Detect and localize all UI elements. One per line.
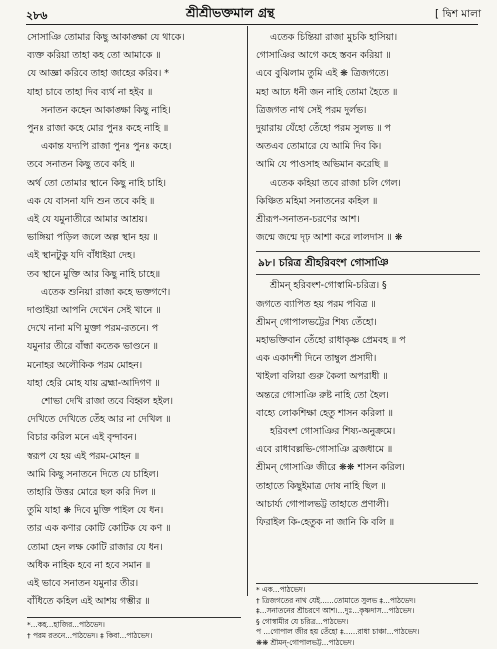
page-header (26, 5, 481, 23)
verse-line: একান্ত যদ্যপি রাজা পুনঃ পুনঃ কহে। (41, 141, 172, 153)
verse-line: অর্থ তো তোমার স্থানে কিছু নাহি চাহি। (27, 177, 166, 189)
chapter-heading: ৯৮। চরিত্র শ্রীহরিবংশ গোসাঞি (256, 251, 480, 275)
verse-line: বাঁধিতে কহিল এই আশয় গম্ভীর ॥ (27, 596, 150, 608)
verse-line: অন্তরে গোসাঞি রুষ্ট নাহি তো হৈল। (256, 389, 389, 401)
verse-line: এই স্থানটুকু যদি বাঁধাইয়া দেহ। (27, 250, 136, 262)
section-label: [ দ্বিশ মালা (435, 8, 481, 20)
verse-line: জগতে ব্যাপিত হয় পরম পবিত্র ॥ (256, 298, 376, 310)
footnote: ❋❋ শ্রীমন্-গোপালভট্ট...পাঠভেদ। (256, 637, 355, 647)
verse-line: শ্রীমন্ গোপালভট্টের শিষ্য তেঁহো। (256, 316, 377, 328)
verse-line: খাইলা বলিয়া গুরু কৈলা অপরাধী ॥ (256, 371, 388, 383)
verse-line: দুয়ারায় যেঁহো তেঁহো পরম সুলভ ॥ প (256, 123, 391, 135)
verse-line: এতেক কহিয়া তবে রাজা চলি গেল। (270, 177, 401, 189)
verse-line: দেখে নানা মণি মুক্তা পরম-রতনে। প (27, 323, 159, 335)
footnote: § গোস্বামীর যে চরিত্র...পাঠভেদ। (256, 616, 349, 626)
book-title: শ্রীশ্রীভক্তমাল গ্রন্থ (186, 5, 275, 20)
verse-line: দাণ্ডাইয়া আপনি দেখেন সেই খানে ॥ (27, 305, 161, 317)
left-column (27, 29, 243, 612)
verse-line: মহাভক্তিবান তেঁহো রাধাকৃষ্ণ প্রেমবহ ॥ প (256, 335, 406, 347)
verse-line: হরিবংশ গোসাঞির শিষ্য-অনুক্রমে। (270, 426, 396, 438)
footnote: প ...গোপাল জীর হয় তেঁহো ‡......রাধা চাঞ্চা...পাঠভেদ। (256, 627, 420, 637)
verse-line: কিঞ্চিত মহিমা সনাতনের কহিল ॥ (256, 195, 378, 207)
verse-line: এতেক চিন্তিয়া রাজা মুচকি হাসিয়া। (270, 32, 398, 43)
verse-line: ফিরাইল কি-হেতুক না জানি কি বলি ॥ (256, 517, 395, 529)
footnote: † পরম রতনে...পাঠভেদ। ‡ কিবা...পাঠভেদ। (27, 630, 153, 640)
verse-line: তোমা হেন লক্ষ কোটি রাজার যে ধন। (27, 541, 163, 553)
verse-line: মহা আঢ্য ধনী জন নাহি তোমা হৈতে ॥ (256, 86, 398, 98)
verse-line: যাহা চাবে তাহা দিব ব্যর্থ না হইব ॥ (27, 86, 153, 98)
verse-line: শ্রীমন্ হরিবংশ-গোস্বামি-চরিত্র। § (270, 280, 387, 292)
footnote: *...কহ...হাজির...পাঠভেদ। (27, 620, 105, 629)
verse-line: সোসাঞি তোমার কিছু আকাঙ্ক্ষা যে থাকে। (27, 32, 185, 43)
verse-line: পুনঃ রাজা কহে মোর পুনঃ কহে নাহি ॥ (27, 123, 169, 135)
verse-line: এবে বুঝিলাম তুমি এই ❋ ত্রিজগতে। (256, 68, 389, 80)
footnote: † ত্রিজগতের নাথ যেই......তোমাতে সুলভ ‡...পাঠভেদ। (256, 595, 416, 605)
page-number: ২৮৬ (26, 9, 48, 22)
verse-line: যমুনার তীরে বাঁন্ধা কতেক ভাণ্ডনে ॥ (27, 341, 158, 353)
footnotes-left (27, 620, 243, 641)
footnote-rule-left (27, 617, 241, 618)
verse-line: তাহাতে কিছুইমাত্র দোষ নাহি ছিল ॥ (256, 480, 386, 492)
footnote: * এক...পাঠভেদ। (256, 585, 306, 594)
verse-line: এই ভাবে সনাতন যমুনার তীর। (27, 578, 139, 590)
verse-line: এবে রাধাবল্লভি-গোসাঞি ব্রজধামে ॥ (256, 444, 393, 456)
verse-line: তাহারি উত্তর মোরে ছল করি দিল ॥ (27, 487, 156, 499)
verse-line: শোভা দেখি রাজা তবে বিহ্বল হইল। (41, 396, 173, 408)
verse-line: আচার্য্য গোপালভট্ট তাহাতে প্রণালী। (256, 498, 389, 510)
footnote-rule-right (256, 583, 478, 584)
verse-line: তার এক কণার কোটি কোটিক যে কণ ॥ (27, 523, 171, 535)
right-column (256, 29, 480, 532)
verse-line: স্বরূপ যে হয় এই পরম-মোহন ॥ (27, 450, 140, 462)
verse-line: আমি কিছু সনাতনে দিতে যে চাহিল। (27, 468, 159, 480)
header-rule (26, 24, 478, 25)
verse-line: মনোহর অলৌকিক পরম মোহন। (27, 359, 143, 371)
verse-line: যে আজ্ঞা করিবে তাহা জাহের করিব। * (27, 68, 169, 80)
verse-line: ত্রিজগত নাথ সেই পরম দুর্লভ। (256, 104, 367, 116)
verse-line: এক যে বাসনা যদি শুন তবে কহি ॥ (27, 195, 155, 207)
verse-line: বিচার করিল মনে এই বৃন্দাবন। (27, 432, 137, 444)
verse-line: ব্যক্ত করিয়া তাহা কহ তো আমাকে ॥ (27, 50, 161, 62)
verse-line: গোসাঞির আগে কহে স্তবন করিয়া ॥ (256, 50, 391, 62)
verse-line: জন্মে জন্মে দৃঢ় আশা করে লালদাস ॥ ❋ (256, 232, 403, 244)
verse-line: তব স্থানে মুক্তি আর কিছু নাহি চাহে॥ (27, 268, 161, 280)
verse-line: তবে সনাতন কিছু তবে কহি ॥ (27, 159, 135, 171)
verse-line: সনাতন কহেন আকাঙ্ক্ষা কিছু নাহি। (41, 104, 171, 116)
verse-line: অধিক নাহিক হবে না হবে সমান ॥ (27, 559, 151, 571)
verse-line: এক একাদশী দিনে তাম্বুল প্রসাদী। (256, 353, 377, 365)
footnotes-right (256, 585, 480, 649)
verse-line: দেখিতে দেখিতে তেঁহ আর না দেখিল ॥ (27, 414, 171, 426)
verse-line: যাহা হেরি মোহ যায় ব্রহ্মা-আদিগণ ॥ (27, 377, 160, 389)
verse-line: এই যে যমুনাতীরে আমার আশ্রয়। (27, 214, 148, 226)
verse-line: শ্রীমন্ গোসাঞি জীরে ❋❋ শাসন করিল। (256, 462, 405, 474)
column-divider (247, 26, 248, 596)
verse-line: বাহ্যে লোকশিক্ষা হেতু শাসন করিলা ॥ (256, 407, 393, 419)
verse-line: তুমি যাহা ❋ দিবে মুক্তি পাইল যে ধন। (27, 505, 164, 517)
verse-line: আমি যে পাওসাহ অভিমান করেছি ॥ (256, 159, 389, 171)
verse-line: এতেক শুনিয়া রাজা কহে ভক্তগণে। (41, 286, 171, 298)
verse-line: শ্রীরূপ-সনাতন-চরণের আশ। (256, 214, 360, 226)
verse-line: অতএব তোমারে যে আমি দিব কি। (256, 141, 382, 153)
footnote: ‡...সনাতনের শ্রীচরণে আশ।...দুঃ...কৃষ্ণদাস...পাঠভেদ। (256, 606, 415, 616)
verse-line: ভাঙ্গিয়া পড়িল জলে অল্প স্থান হয় ॥ (27, 232, 158, 244)
